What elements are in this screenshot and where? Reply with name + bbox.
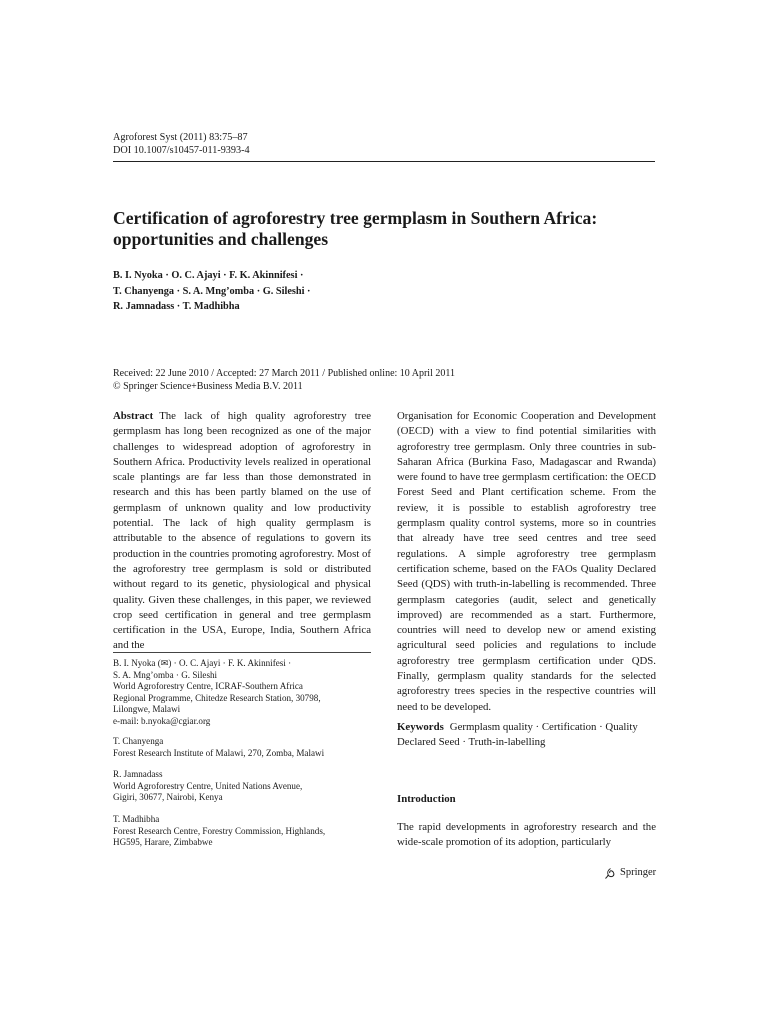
affiliation-line: World Agroforestry Centre, United Nations Avenue, [113, 780, 303, 791]
affiliation-line: World Agroforestry Centre, ICRAF-Southern Africa [113, 681, 303, 692]
header-rule [113, 161, 655, 162]
publisher-name: Springer [620, 867, 657, 878]
affiliation-line: Forest Research Centre, Forestry Commission, Highlands, [113, 825, 326, 836]
affiliation-block [113, 658, 371, 728]
keywords-block [397, 720, 656, 751]
introduction-text: The rapid developments in agroforestry research and the wide-scale promotion of its adoption, particularly [397, 821, 656, 849]
keywords-label: Keywords [397, 721, 444, 733]
affiliation-line: Regional Programme, Chitedze Research Station, 30798, [113, 692, 321, 703]
article-dates: Received: 22 June 2010 / Accepted: 27 March 2011 / Published online: 10 April 2011 [113, 368, 455, 379]
article-title: Certification of agroforestry tree germplasm in Southern Africa: opportunities and challenges [113, 208, 598, 249]
affiliation-line: Gigiri, 30677, Nairobi, Kenya [113, 792, 223, 803]
journal-citation: Agroforest Syst (2011) 83:75–87 [113, 132, 248, 143]
affiliation-line: Lilongwe, Malawi [113, 704, 181, 715]
affiliation-line: B. I. Nyoka (✉) · O. C. Ajayi · F. K. Akinnifesi · [113, 658, 292, 668]
author-line: B. I. Nyoka · O. C. Ajayi · F. K. Akinnifesi · [113, 270, 304, 281]
introduction-heading: Introduction [397, 793, 456, 805]
keywords-text: Germplasm quality · Certification · Quality Declared Seed · Truth-in-labelling [397, 721, 638, 749]
springer-logo-icon [604, 867, 617, 880]
publication-history [113, 368, 673, 393]
abstract-right-column [397, 409, 656, 715]
affiliation-line: Forest Research Institute of Malawi, 270, Zomba, Malawi [113, 747, 325, 758]
abstract-text-right: Organisation for Economic Cooperation and Development (OECD) with a view to find potential similarities with agroforestry tree germplasm. Only three countries in sub-Saharan Africa (Burkina Faso, Madagascar and Rwanda) were found to have tree germplasm certification: the OECD Forest Seed and Plant certification scheme. From the review, it is possible to establish agroforestry tree germplasm quality control systems, more so in countries that already have tree seed centres and tree seed regulations. A simple agroforestry tree germplasm certification scheme, based on the FAOs Quality Declared Seed (QDS) with truth-in-labelling is recommended. Three germplasm categories (audit, select and genetically improved) are recommended as a start. Furthermore, countries will need to develop new or amend existing agricultural seed policies and regulations to include agroforestry tree germplasm certification under QDS. Finally, germplasm quality standards for the selected agroforestry trees species in the respective countries will need to be developed. [397, 410, 656, 713]
abstract-label: Abstract [113, 410, 154, 422]
author-line: R. Jamnadass · T. Madhibha [113, 301, 240, 312]
affiliation-line: T. Madhibha [113, 814, 160, 824]
affiliation-line: R. Jamnadass [113, 769, 163, 779]
affiliation-email[interactable]: e-mail: b.nyoka@cgiar.org [113, 715, 211, 726]
publisher-mark [604, 866, 656, 880]
affiliation-rule [113, 652, 371, 653]
author-line: T. Chanyenga · S. A. Mng’omba · G. Sileshi · [113, 285, 311, 297]
affiliation-line: HG595, Harare, Zimbabwe [113, 837, 213, 848]
abstract-left-column [113, 409, 371, 654]
abstract-text-left: The lack of high quality agroforestry tree germplasm has long been recognized as one of the major challenges to widespread adoption of agroforestry in Southern Africa. Productivity levels realized in operational scale plantings are far less than those demonstrated in research and this has been partly blamed on the use of germplasm of unknown quality and low productivity potential. The lack of high quality germplasm is attributable to the absence of regulations to govern its production in the countries promoting agroforestry. Most of the agroforestry tree germplasm is sold or distributed without regard to its genetic, physiological and physical quality. Given these challenges, in this paper, we reviewed crop seed certification in general and tree germplasm certification in the USA, Europe, India, Southern Africa and the [113, 410, 371, 652]
affiliation-block [113, 814, 371, 849]
author-list [113, 268, 673, 315]
doi: DOI 10.1007/s10457-011-9393-4 [113, 145, 250, 156]
affiliation-line: T. Chanyenga [113, 736, 164, 746]
affiliation-block [113, 736, 371, 759]
affiliation-block [113, 769, 371, 804]
copyright: © Springer Science+Business Media B.V. 2011 [113, 380, 303, 392]
affiliation-line: S. A. Mng’omba · G. Sileshi [113, 669, 218, 680]
